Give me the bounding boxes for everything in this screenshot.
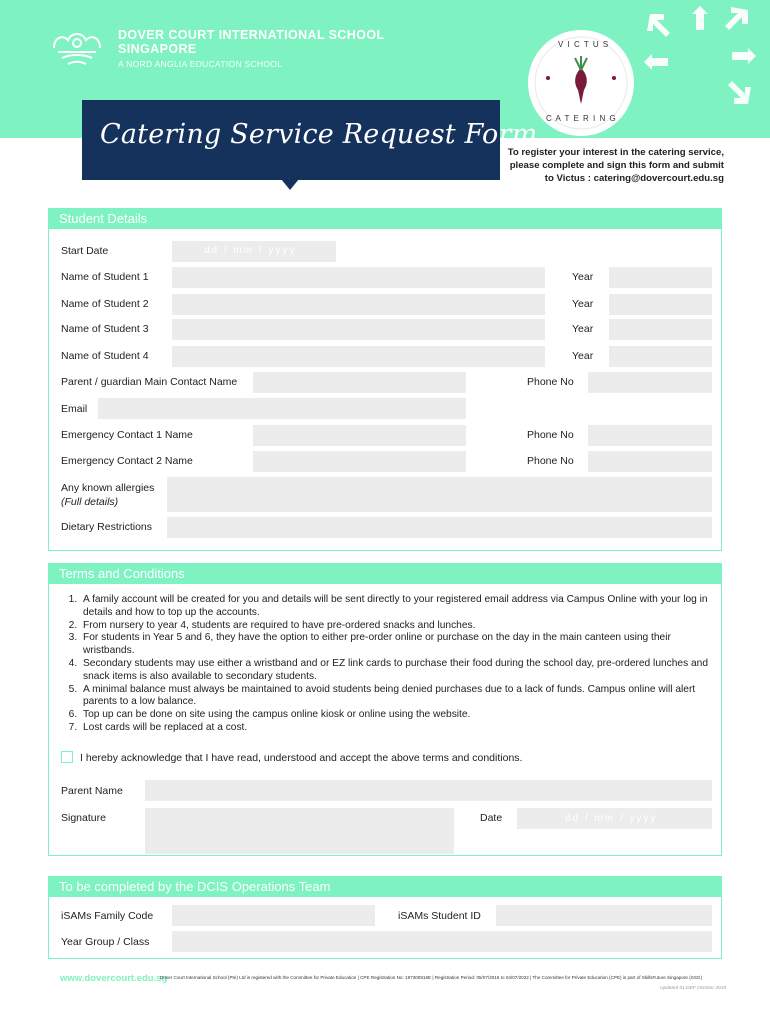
start-date-field[interactable] (172, 241, 336, 262)
dietary-label: Dietary Restrictions (61, 521, 153, 533)
emergency2-name-field[interactable] (253, 451, 466, 472)
student4-label: Name of Student 4 (61, 350, 149, 362)
email-field[interactable] (98, 398, 466, 419)
student4-year-label: Year (572, 350, 594, 362)
operations-heading: To be completed by the DCIS Operations Team (48, 876, 722, 897)
student3-name-field[interactable] (172, 319, 545, 340)
footer-website-link[interactable]: www.dovercourt.edu.sg (60, 973, 168, 984)
intro-text: To register your interest in the catering service, please complete and sign this form and submit to Victus : catering@dovercourt.edu.sg (507, 147, 724, 184)
footer-updated-text: Updated 01:DEF October 2019 (660, 986, 727, 991)
school-subtitle: A NORD ANGLIA EDUCATION SCHOOL (118, 59, 283, 69)
student3-year-field[interactable] (609, 319, 712, 340)
terms-item: 3. For students in Year 5 and 6, they have the option to either pre-order online or purchase on the day in the main canteen using their wristbands. (80, 632, 710, 658)
victus-catering-logo (528, 30, 634, 136)
parent-phone-field[interactable] (588, 372, 712, 393)
student4-name-field[interactable] (172, 346, 545, 367)
dietary-field[interactable] (167, 517, 712, 538)
title-banner-pointer (281, 179, 299, 190)
signature-date-field[interactable] (517, 808, 712, 829)
school-name: DOVER COURT INTERNATIONAL SCHOOL SINGAPORE (118, 28, 385, 56)
page-title: Catering Service Request Form (100, 119, 538, 150)
parent-name-label: Parent Name (61, 785, 123, 797)
student1-name-field[interactable] (172, 267, 545, 288)
emergency2-phone-field[interactable] (588, 451, 712, 472)
student2-label: Name of Student 2 (61, 298, 149, 310)
terms-item: 7. Lost cards will be replaced at a cost. (80, 722, 710, 735)
year-group-label: Year Group / Class (61, 936, 150, 948)
student-id-field[interactable] (496, 905, 712, 926)
student2-year-label: Year (572, 298, 594, 310)
student1-year-label: Year (572, 271, 594, 283)
emergency1-phone-field[interactable] (588, 425, 712, 446)
footer-legal-text: Dover Court International School (Pte) Ltd is registered with the Committee for Private Education | CPE Registration No: 197300916E | Registration Period: 05/07/2016 to 04/07/2022 | The Committee for Private Education (CPE) is part of SkillsFuture Singapore (SSG) (160, 975, 703, 980)
student1-year-field[interactable] (609, 267, 712, 288)
allergies-field[interactable] (167, 477, 712, 512)
emergency1-phone-label: Phone No (527, 429, 574, 441)
catering-email-link[interactable]: catering@dovercourt.edu.sg (593, 173, 724, 184)
terms-item: 2. From nursery to year 4, students are required to have pre-ordered snacks and lunches. (80, 620, 710, 633)
student2-year-field[interactable] (609, 294, 712, 315)
emergency1-name-field[interactable] (253, 425, 466, 446)
family-code-label: iSAMs Family Code (61, 910, 154, 922)
terms-item: 6. Top up can be done on site using the campus online kiosk or online using the website. (80, 709, 710, 722)
start-date-placeholder: dd / mm / yyyy (204, 245, 297, 256)
victus-wordmark-bottom: C A T E R I N G (546, 114, 617, 123)
school-crest-icon (48, 28, 106, 70)
student2-name-field[interactable] (172, 294, 545, 315)
student4-year-field[interactable] (609, 346, 712, 367)
emergency2-phone-label: Phone No (527, 455, 574, 467)
emergency2-label: Emergency Contact 2 Name (61, 455, 193, 467)
terms-heading: Terms and Conditions (48, 563, 722, 584)
allergies-label: Any known allergies (61, 482, 155, 494)
student3-year-label: Year (572, 323, 594, 335)
student-details-heading: Student Details (48, 208, 722, 229)
terms-list (60, 594, 710, 735)
victus-wordmark-top: V I C T U S (558, 40, 610, 49)
parent-name-field[interactable] (145, 780, 712, 801)
decorative-arrows-icon (630, 0, 770, 120)
terms-item: 1. A family account will be created for you and details will be sent directly to your registered email address via Campus Online with your log in details and how to top up the accounts. (80, 594, 710, 620)
signature-label: Signature (61, 812, 106, 824)
student1-label: Name of Student 1 (61, 271, 149, 283)
terms-item: 5. A minimal balance must always be maintained to avoid students being denied purchases due to a lack of funds. Campus online will alert parents to a low balance. (80, 684, 710, 710)
emergency1-label: Emergency Contact 1 Name (61, 429, 193, 441)
signature-date-placeholder: dd / mm / yyyy (565, 813, 658, 824)
allergies-sublabel: (Full details) (61, 496, 119, 508)
signature-date-label: Date (480, 812, 503, 824)
start-date-label: Start Date (61, 245, 109, 257)
email-label: Email (61, 403, 88, 415)
acknowledge-checkbox[interactable] (61, 751, 73, 763)
terms-item: 4. Secondary students may use either a wristband and or EZ link cards to purchase their food during the school day, pre-ordered lunches and snack items is also available to secondary students. (80, 658, 710, 684)
student3-label: Name of Student 3 (61, 323, 149, 335)
parent-contact-field[interactable] (253, 372, 466, 393)
parent-contact-label: Parent / guardian Main Contact Name (61, 376, 238, 388)
student-id-label: iSAMs Student ID (398, 910, 481, 922)
parent-phone-label: Phone No (527, 376, 574, 388)
year-group-field[interactable] (172, 931, 712, 952)
acknowledge-label: I hereby acknowledge that I have read, understood and accept the above terms and conditions. (80, 752, 523, 764)
signature-field[interactable] (145, 808, 454, 854)
family-code-field[interactable] (172, 905, 375, 926)
